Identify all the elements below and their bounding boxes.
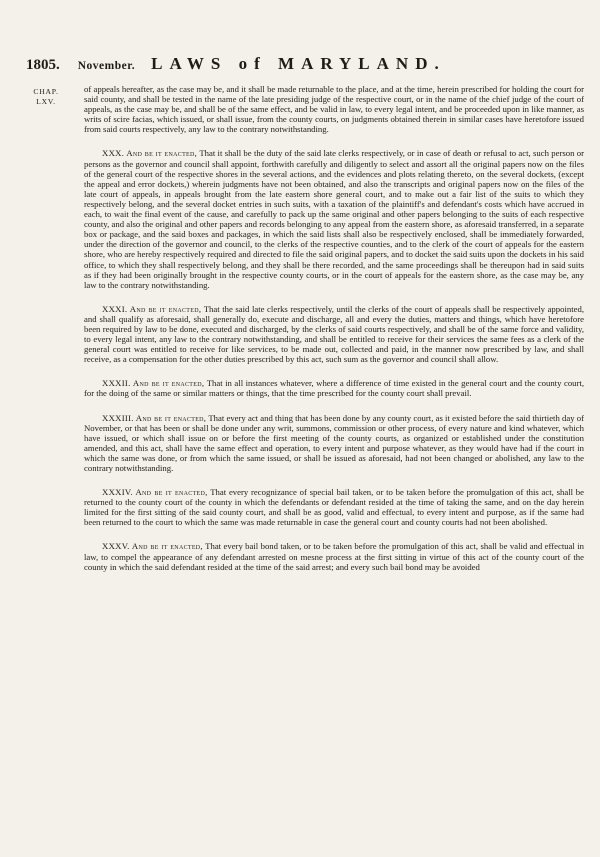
section-text: That the said late clerks respectively, until the clerks of the court of appeals shall be respectively appointed, and shall qualify as aforesaid, shall generally do, execute and discharge, all and every the duties, matters and things, which have heretofore been required by law to be done, executed and discharged, by the clerks of said courts respectively, and shall be of the same force and validity, to every legal intent, any law to the contrary notwithstanding, and shall be entitled to receive for their services the same fees as a clerk of the general court was entitled to receive for like services, to be made out, collected and paid, in the manner now prescribed by law, and shall receive, as a compensation for the other duties prescribed by this act, such sum as the governor and council shall allow. (84, 303, 585, 365)
section-text: That every act and thing that has been done by any county court, as it existed before the said thirtieth day of November, or that has been or shall be done under any writ, summons, commission or other process, of every nature and kind whatever, which have issued, or which shall issue on or before the first meeting of the county courts, as organized or established under the constitution amended, and this act, shall have the same effect and operation, to every intent and purpose whatever, as they would have had if the court in which the same was done, or from which the same issued, or shall be issued as aforesaid, had not been changed or abolished, any law to the contrary notwithstanding. (84, 412, 585, 473)
section-text: That it shall be the duty of the said late clerks respectively, or in case of death or refusal to act, such person or persons as the governor and council shall appoint, forthwith carefully and diligently to select and assort all the original papers now on the files of the general court of the respective shores in the several actions, and the evidences and plots relating thereto, on the several dockets, (except the appeal and error dockets,) wherein judgments have not been obtained, and also the transcripts and original papers now on the files of the late court of appeals, in appeals brought from the late eastern shore general court, and to make out a fair list of the suits to which they respectively belong, and the several docket entries in such suits, with a taxation of the plaintiff's and defendant's costs which have accrued in each, to wait the final event of the cause, and carefully to pack up the same original and other papers belonging to the suits of each respective county, and also the original and other papers and records belonging to any appeal from the eastern shore, as aforesaid transferred, in a separate box or package, and the said boxes and packages, in which the said lists shall also be respectively enclosed, shall be immediately forwarded, under the direction of the governor and council, to the clerks of the respective counties, and to the clerk of the court of appeals for the eastern shore, who are hereby respectively required and directed to file the said original papers, and to docket the said suits upon the dockets in his said office, to which they shall respectively belong, and they shall be there recorded, and the same proceedings shall be thereupon had in said suits as if they had been originally brought in the respective county courts, or in the court of appeals for the eastern shore, as the case may be, any law to the contrary notwithstanding. (84, 148, 585, 290)
chapter-margin-note: CHAP. LXV. (33, 87, 59, 106)
section-heading: XXXIII. And be it enacted, (102, 412, 207, 423)
section-text: That every bail bond taken, or to be taken before the promulgation of this act, shall be valid and effectual in law, to compel the appearance of any defendant arrested on mesne process at the first sitting in virtue of this act of the county court of the county in which the said defendant resided at the time of the said arrest; and every such bail bond may be avoided (84, 541, 585, 572)
section-heading: XXXIV. And be it enacted, (102, 487, 208, 498)
section-text: That every recognizance of special bail taken, or to be taken before the promulgation of this act, shall be returned to the county court of the county in which the defendants or defendant resided at the time of taking the same, and on the day herein limited for the first sitting of the said county court, and shall be as good, valid and effectual, to every intent and purpose, as if the same had been returned to the court to which the same was made returnable in case the general court and county courts had not been abolished. (84, 487, 584, 528)
header-year: 1805. (26, 57, 60, 73)
section-heading: XXX. And be it enacted, (102, 148, 198, 159)
section-xxxiv (84, 487, 584, 527)
running-head (26, 54, 548, 74)
paragraph-continuation (84, 84, 584, 134)
paragraph-text: of appeals hereafter, as the case may be, and it shall be made returnable to the place, and at the time, herein prescribed for holding the court for said county, and shall be tested in the name of the late presiding judge of the respective court, or in the name of the chief judge of the court of appeals, as the case may be, and shall be of the same effect, and be valid in law, to every legal intent, and be proceeded upon in like manner, as writs of scire facias, which issued, or shall issue, from the county courts, on judgments obtained therein in similar cases have heretofore issued from said courts respectively, any law to the contrary notwithstanding. (84, 84, 584, 135)
header-title: LAWS of MARYLAND. (151, 54, 446, 73)
section-text: That in all instances whatever, where a difference of time existed in the general court and the county court, for the doing of the same or similar matters or things, that the time prescribed for the county court shall prevail. (84, 378, 584, 399)
section-xxxi (84, 304, 584, 365)
header-month: November. (77, 60, 136, 72)
page-body (84, 84, 584, 586)
section-heading: XXXI. And be it enacted, (102, 303, 202, 314)
section-heading: XXXV. And be it enacted, (102, 541, 203, 552)
section-xxxii (84, 378, 584, 398)
section-xxxv (84, 541, 584, 571)
section-xxx (84, 148, 584, 289)
section-xxxiii (84, 413, 584, 474)
section-heading: XXXII. And be it enacted, (102, 378, 205, 389)
